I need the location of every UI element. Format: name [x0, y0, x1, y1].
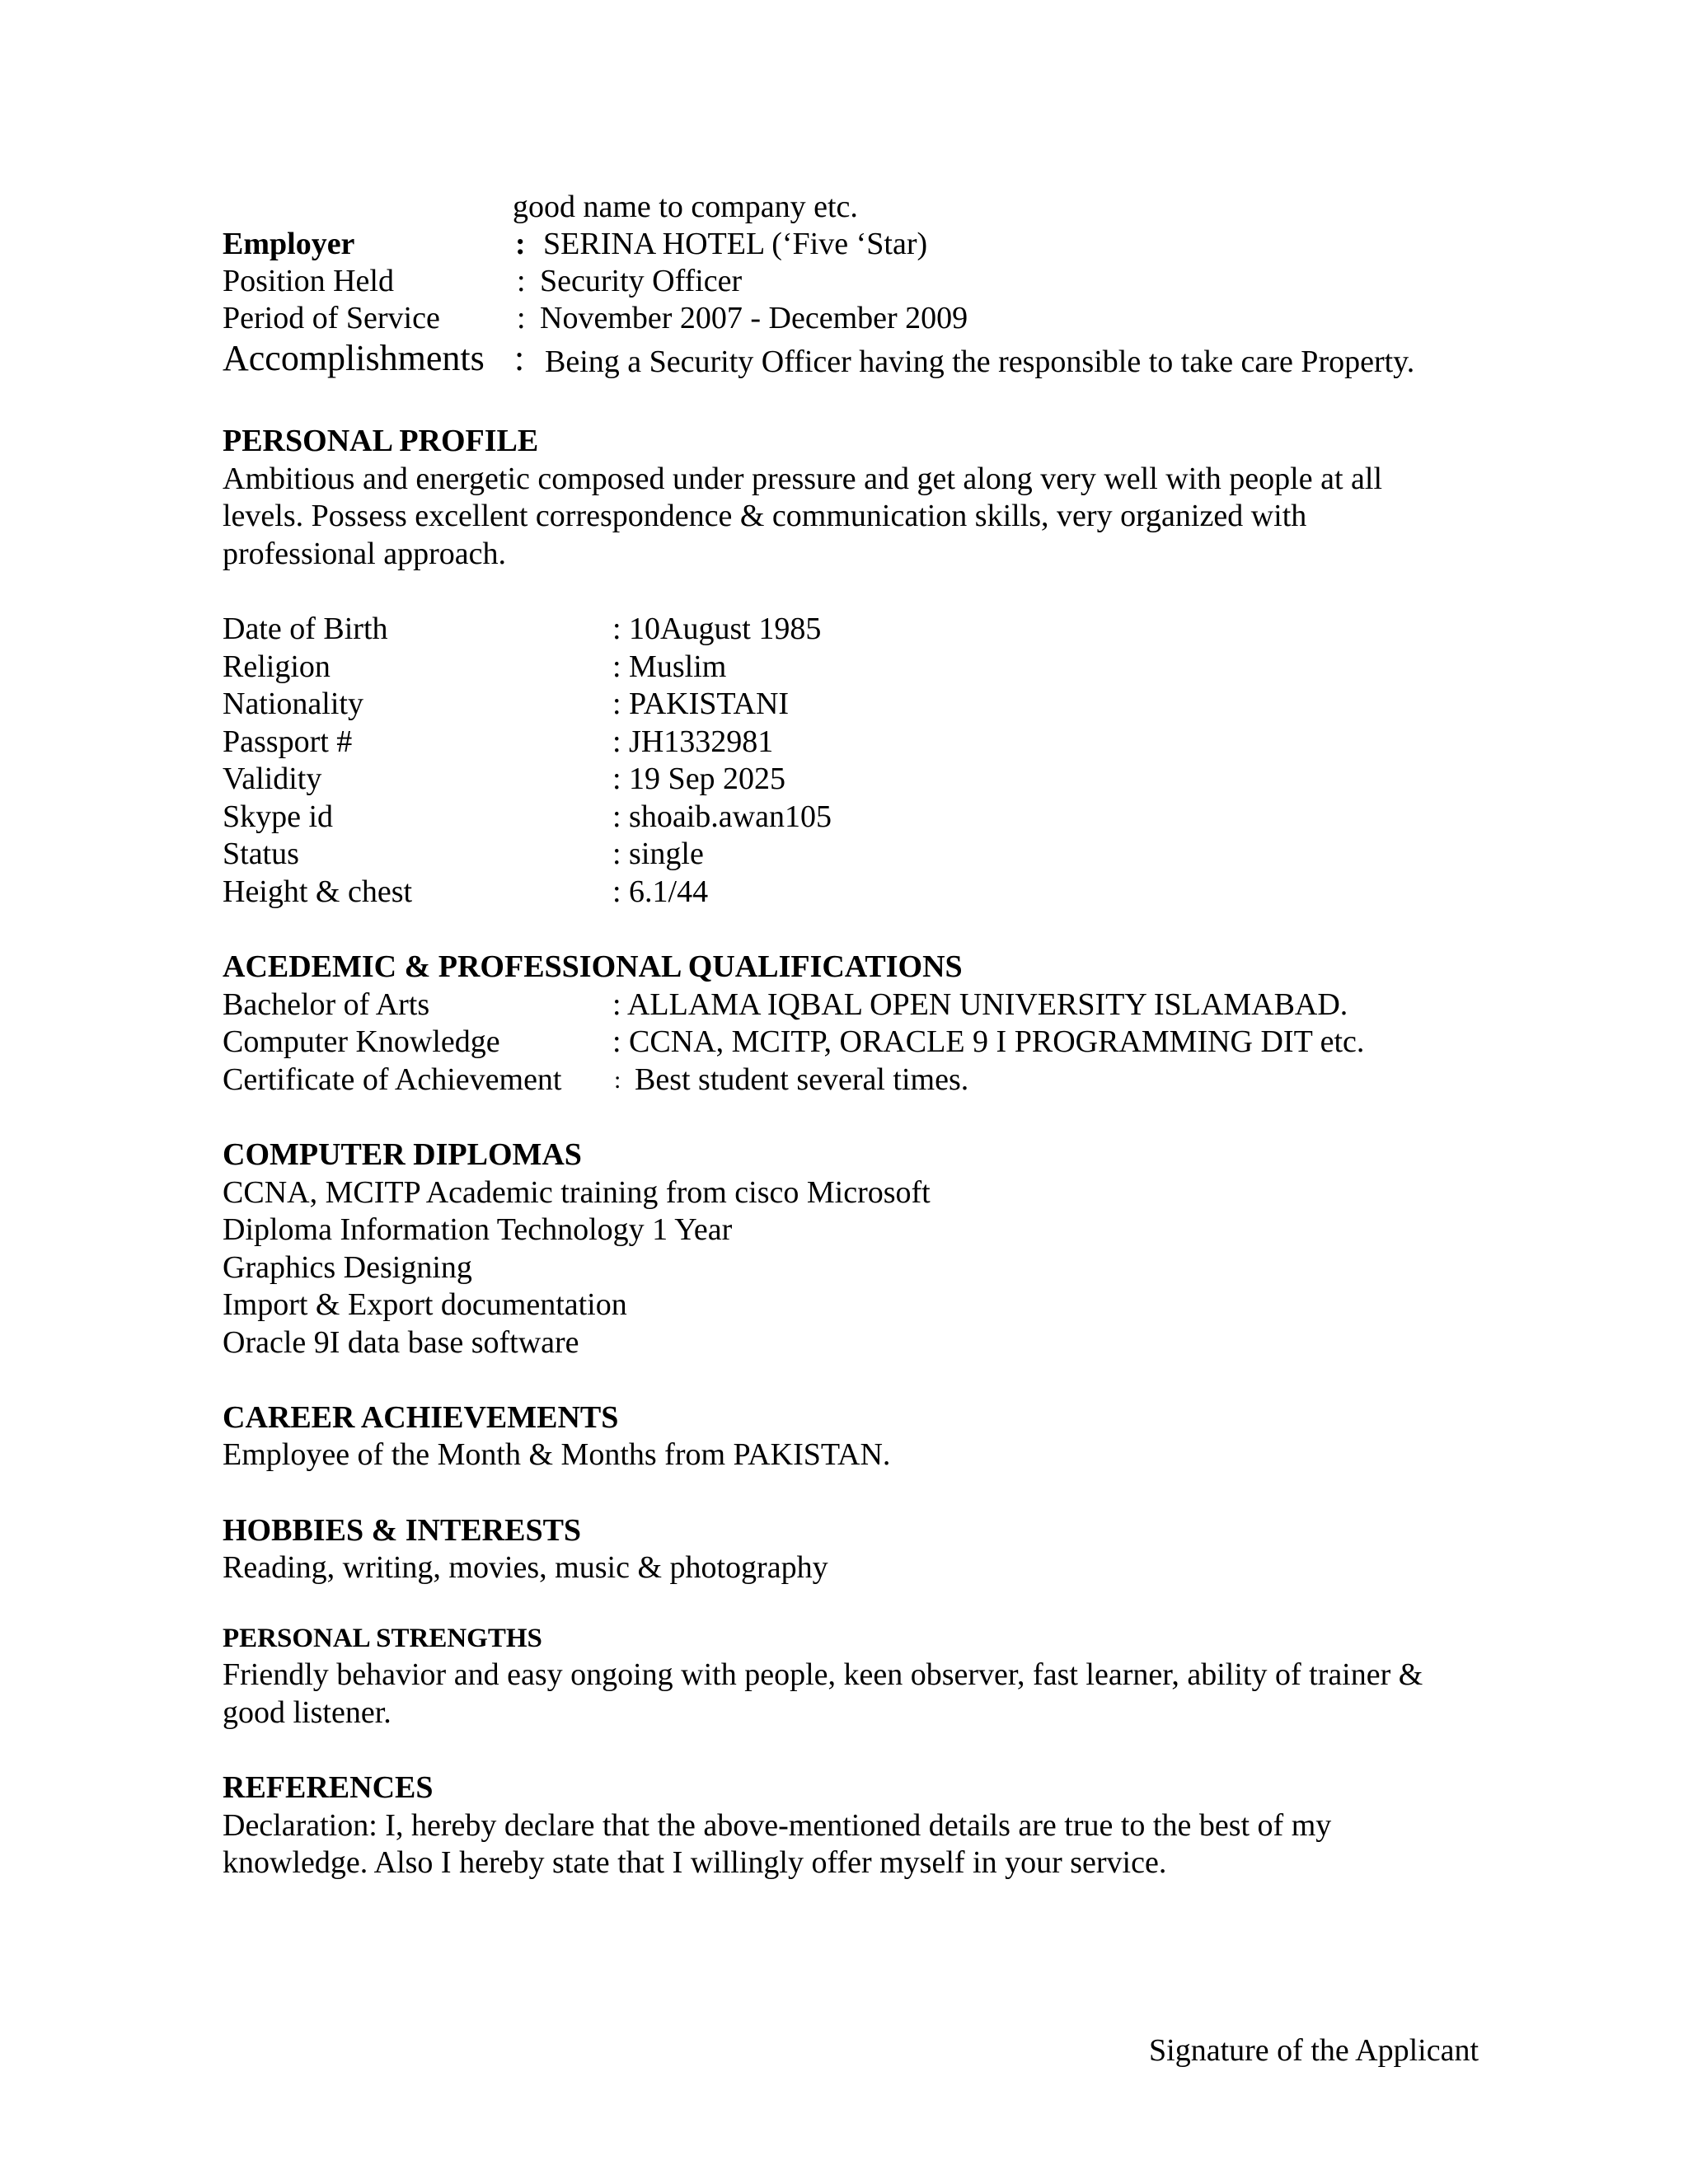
dob-label: Date of Birth [223, 612, 388, 646]
accomplishments-sep: : [514, 338, 525, 378]
skype-label: Skype id [223, 799, 334, 834]
position-sep: : [517, 264, 526, 298]
religion-value: : Muslim [612, 649, 727, 684]
strengths-heading: PERSONAL STRENGTHS [223, 1624, 542, 1653]
status-label: Status [223, 837, 299, 871]
profile-line: professional approach. [223, 537, 506, 571]
qual-value: Best student several times. [635, 1062, 969, 1097]
references-heading: REFERENCES [223, 1770, 434, 1805]
references-line: knowledge. Also I hereby state that I willingly offer myself in your service. [223, 1845, 1167, 1880]
qual-label: Computer Knowledge [223, 1024, 500, 1059]
list-item: CCNA, MCITP Academic training from cisco Microsoft [223, 1175, 931, 1210]
hobbies-heading: HOBBIES & INTERESTS [223, 1513, 582, 1548]
references-line: Declaration: I, hereby declare that the above-mentioned details are true to the best of my [223, 1808, 1332, 1843]
accomplishments-value: Being a Security Officer having the responsible to take care Property. [545, 344, 1415, 379]
height-value: : 6.1/44 [612, 874, 709, 909]
employer-value: SERINA HOTEL (‘Five ‘Star) [543, 227, 928, 261]
accomplishments-label: Accomplishments [223, 338, 485, 378]
profile-line: Ambitious and energetic composed under pressure and get along very well with people at all [223, 462, 1383, 496]
strengths-line: Friendly behavior and easy ongoing with people, keen observer, fast learner, ability of trainer & [223, 1657, 1423, 1692]
skype-value: : shoaib.awan105 [612, 799, 832, 834]
validity-value: : 19 Sep 2025 [612, 762, 786, 796]
religion-label: Religion [223, 649, 331, 684]
qual-value: : CCNA, MCITP, ORACLE 9 I PROGRAMMING DIT etc. [612, 1024, 1365, 1059]
validity-label: Validity [223, 762, 322, 796]
passport-label: Passport # [223, 724, 353, 759]
hobbies-text: Reading, writing, movies, music & photography [223, 1550, 828, 1585]
height-label: Height & chest [223, 874, 413, 909]
signature-label: Signature of the Applicant [1149, 2033, 1479, 2068]
list-item: Diploma Information Technology 1 Year [223, 1212, 733, 1247]
list-item: Oracle 9I data base software [223, 1325, 579, 1360]
nationality-value: : PAKISTANI [612, 687, 790, 721]
strengths-line: good listener. [223, 1695, 392, 1730]
dob-value: : 10August 1985 [612, 612, 822, 646]
continuation-text: good name to company etc. [513, 190, 858, 224]
list-item: Import & Export documentation [223, 1287, 627, 1322]
career-achievements-text: Employee of the Month & Months from PAKISTAN. [223, 1437, 891, 1472]
personal-profile-heading: PERSONAL PROFILE [223, 424, 539, 458]
position-value: Security Officer [540, 264, 743, 298]
list-item: Graphics Designing [223, 1250, 472, 1285]
employer-label: Employer [223, 227, 355, 261]
profile-line: levels. Possess excellent correspondence & communication skills, very organized with [223, 499, 1307, 533]
period-value: November 2007 - December 2009 [540, 301, 968, 335]
qual-value: : ALLAMA IQBAL OPEN UNIVERSITY ISLAMABAD. [612, 987, 1348, 1022]
period-sep: : [517, 301, 526, 335]
nationality-label: Nationality [223, 687, 363, 721]
qual-label: Certificate of Achievement [223, 1062, 562, 1097]
passport-value: : JH1332981 [612, 724, 774, 759]
qualifications-heading: ACEDEMIC & PROFESSIONAL QUALIFICATIONS [223, 949, 963, 984]
qual-label: Bachelor of Arts [223, 987, 430, 1022]
position-label: Position Held [223, 264, 394, 298]
employer-sep: : [515, 227, 526, 261]
computer-diplomas-heading: COMPUTER DIPLOMAS [223, 1137, 582, 1172]
period-label: Period of Service [223, 301, 440, 335]
career-achievements-heading: CAREER ACHIEVEMENTS [223, 1400, 619, 1435]
status-value: : single [612, 837, 704, 871]
qual-sep: : [614, 1066, 621, 1094]
